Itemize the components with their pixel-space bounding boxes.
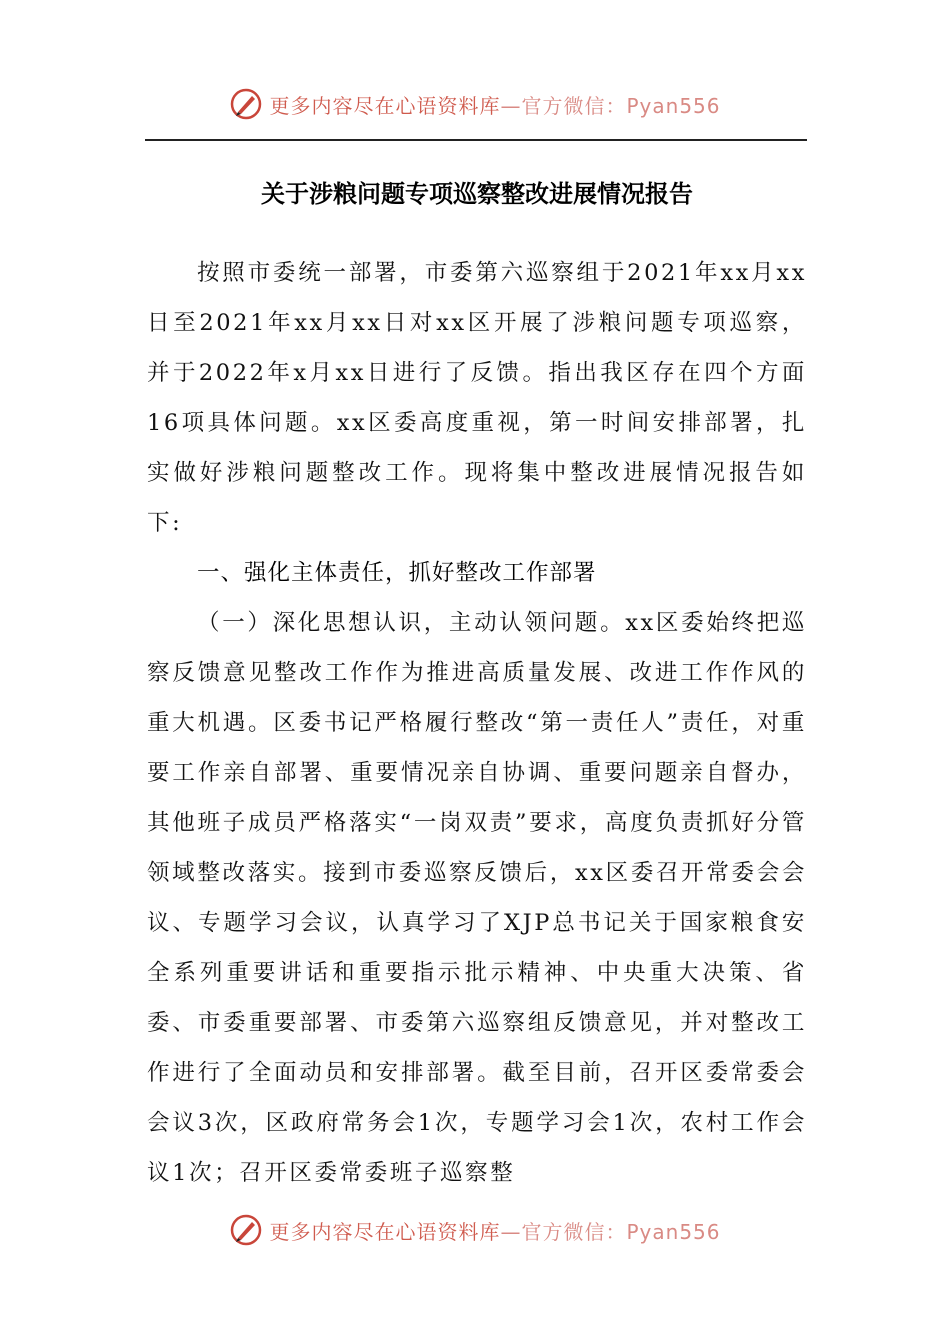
footer-banner — [0, 1210, 950, 1250]
header-banner-text: 更多内容尽在心语资料库—官方微信：Pyan556 — [269, 93, 721, 118]
pen-logo-icon — [229, 87, 263, 121]
section-heading-1: 一、强化主体责任，抓好整改工作部署 — [197, 560, 597, 586]
document-body — [147, 170, 807, 1198]
header-divider — [145, 139, 807, 141]
pen-logo-icon — [229, 1213, 263, 1247]
section1-paragraph-1: （一）深化思想认识，主动认领问题。xx区委始终把巡察反馈意见整改工作作为推进高质量发展、改进工作作风的重大机遇。区委书记严格履行整改“第一责任人”责任，对重要工作亲自部署、重要情况亲自协调、重要问题亲自督办，其他班子成员严格落实“一岗双责”要求，高度负责抓好分管领域整改落实。接到市委巡察反馈后，xx区委召开常委会会议、专题学习会议，认真学习了XJP总书记关于国家粮食安全系列重要讲话和重要指示批示精神、中央重大决策、省委、市委重要部署、市委第六巡察组反馈意见，并对整改工作进行了全面动员和安排部署。截至目前，召开区委常委会会议3次，区政府常务会1次，专题学习会1次，农村工作会议1次；召开区委常委班子巡察整 — [147, 610, 807, 1186]
header-banner — [0, 84, 950, 124]
intro-paragraph: 按照市委统一部署，市委第六巡察组于2021年xx月xx日至2021年xx月xx日对xx区开展了涉粮问题专项巡察，并于2022年x月xx日进行了反馈。指出我区存在四个方面16项具体问题。xx区委高度重视，第一时间安排部署，扎实做好涉粮问题整改工作。现将集中整改进展情况报告如下: — [147, 260, 807, 536]
document-title: 关于涉粮问题专项巡察整改进展情况报告 — [261, 180, 693, 208]
footer-banner-text: 更多内容尽在心语资料库—官方微信：Pyan556 — [269, 1219, 721, 1244]
